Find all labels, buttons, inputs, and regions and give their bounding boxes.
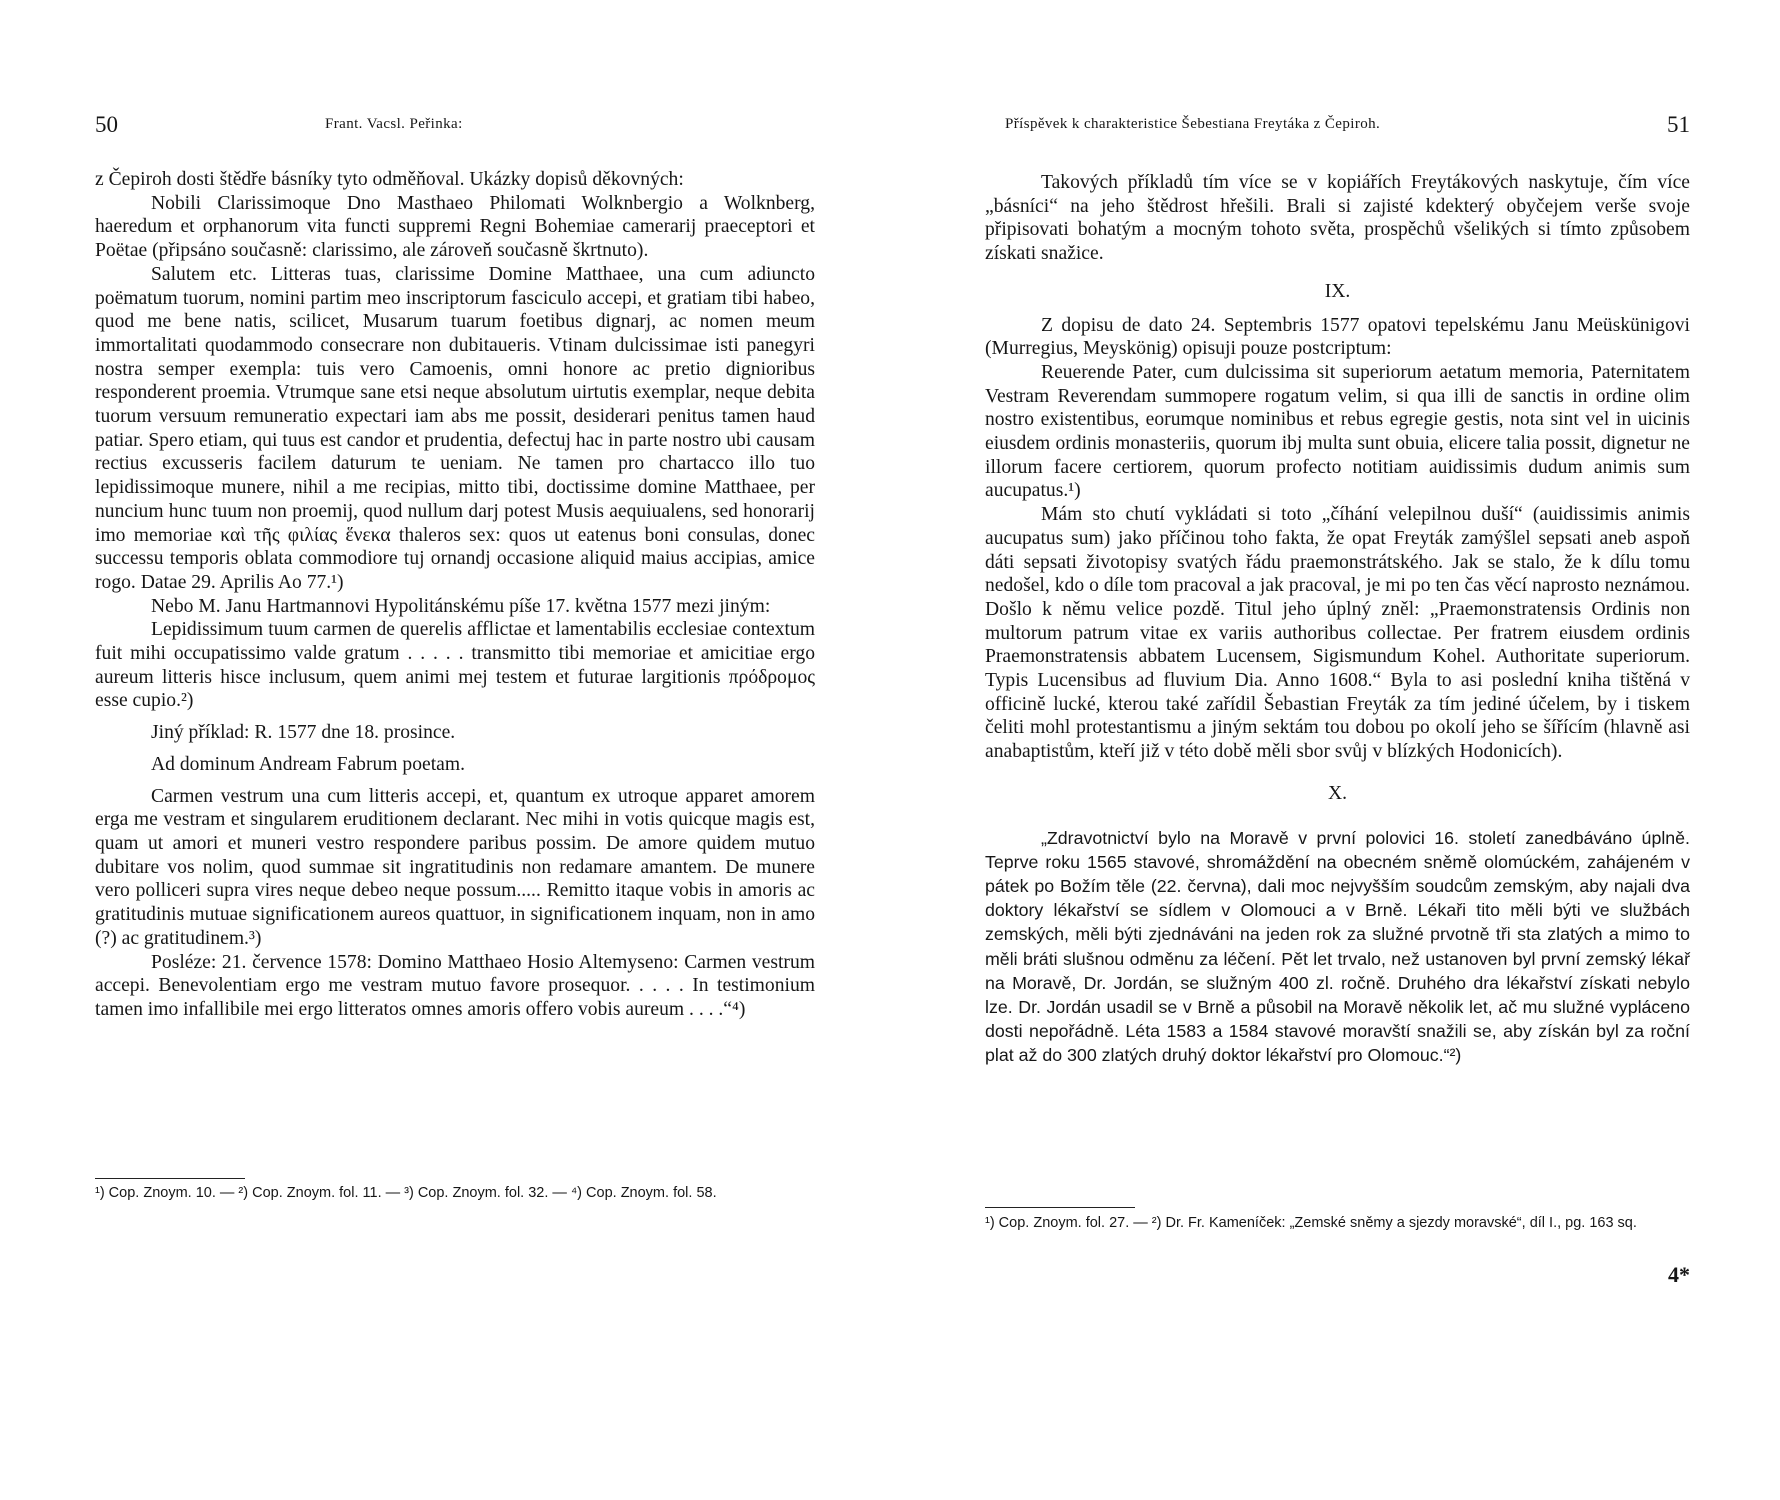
paragraph: Carmen vestrum una cum litteris accepi, et, quantum ex utroque apparet amorem erga me vestram et singularem eruditionem declarant. Nec mihi in votis quicque magis est, quam ut amori et muneri vestro respondere paribus possim. De amore quidem mutuo dubitare vos nolim, quod summae sit ingratitudinis non redamare amantem. De munere vero polliceri supra vires neque debeo neque possum..... Remitto itaque vobis in amoris ac gratitudinis mutuae significationem aureos quattuor, in significationem inquam, non in amo (?) ac gratitudinem.³): [95, 785, 815, 949]
left-page: [95, 0, 815, 1500]
paragraph: Ad dominum Andream Fabrum poetam.: [151, 753, 465, 775]
left-page-header: [95, 112, 815, 142]
left-page-body: [95, 168, 815, 1022]
section-heading: IX.: [1324, 280, 1351, 302]
paragraph: Nebo M. Janu Hartmannovi Hypolitánskému píše 17. května 1577 mezi jiným:: [151, 595, 771, 617]
paragraph: Lepidissimum tuum carmen de querelis afflictae et lamentabilis ecclesiae contextum fuit mihi occupatissimo valde gratum . . . . . transmitto tibi memoriae et amicitiae ergo aureum litteris hisce inclusum, quem animi mej testem et futurae largitionis πρόδρομος esse cupio.²): [95, 619, 815, 712]
footnote-rule: [95, 1178, 245, 1179]
paragraph: Takových příkladů tím více se v kopiářích Freytákových naskytuje, čím více „básníci“ na jeho štědrost hřešili. Brali si zajisté kdekterý obyčejem verše svoje připisovati bohatým a mocným tohoto světa, prospěchů všelikých si tímto způsobem získati snažice.: [985, 172, 1690, 265]
paragraph: Salutem etc. Litteras tuas, clarissime Domine Matthaee, una cum adiuncto poëmatum tuorum, nomini partim meo inscriptorum fasciculo accepi, et gratiam tibi habeo, quod me bene natis, scilicet, Musarum tuarum foetibus dignarj, ac nomen meum immortalitati quodammodo consecrare non dubitaueris. Vtinam dulcissimae isti panegyri nostra semper exempla: tuis vero Camoenis, omni honore ac pretio dignioribus responderent proemia. Vtrumque sane etsi neque absolutum uirtutis exemplar, neque debita tuorum versuum remuneratio expectari iam abs me possit, desiderari penitus tamen haud patiar. Spero etiam, qui tuus est candor et prudentia, defectuj hac in parte nostro ubi causam rectius excusseris facilem daturum te ueniam. Ne tamen pro chartacco illo tuo lepidissimoque munere, nihil a me recipias, mitto tibi, doctissime domine Matthaee, per nuncium hunc tuum non proemij, quod nullum darj potest Musis aequiualens, sed honorarij imo memoriae καὶ τῆς φιλίας ἕνεκα thaleros sex: quos ut eatenus boni consulas, donec successu temporis oblata commodiore tuj ornandj occasione aliquid maius accipias, amice rogo. Datae 29. Aprilis Ao 77.¹): [95, 263, 815, 593]
signature-mark: 4*: [1668, 1262, 1690, 1287]
paragraph: „Zdravotnictví bylo na Moravě v první polovici 16. století zanedbáváno úplně. Teprve roku 1565 stavové, shromáždění na obecném sněmě olomúckém, zahájeném v pátek po Božím těle (22. června), dali moc nejvyšším soudcům zemským, aby najali dva doktory lékařství se sídlem v Olomouci a v Brně. Lékaři tito měli býti ve službách zemských, měli býti zjednáváni na jeden rok za služné prvotně tři sta zlatých a mimo to měli bráti slušnou odměnu za léčení. Pět let trvalo, než ustanoven byl první zemský lékař na Moravě, Dr. Jordán, se služným 400 zl. ročně. Druhého dra lékařství získati nebylo lze. Dr. Jordán usadil se v Brně a působil na Moravě několik let, ač mu služné vypláceno dosti nepořádně. Léta 1583 a 1584 stavové moravští snažili se, aby získán byl za roční plat až do 300 zlatých druhý doktor lékařství pro Olomouc.“²): [985, 827, 1690, 1066]
paragraph: Reuerende Pater, cum dulcissima sit superiorum aetatum memoria, Paternitatem Vestram Reverendam summopere rogatum velim, si qua illi de sanctis in ordine olim nostro existentibus, eorumque nominibus et rebus egregie gestis, nota sint vel in uicinis eiusdem ordinis monasteriis, quorum ibj multa sunt obuia, elicere talia possit, dignetur ne illorum facere certiorem, quorum profecto notitiam auidissimis dudum animis sum aucupatus.¹): [985, 361, 1690, 502]
running-head: Příspěvek k charakteristice Šebestiana Freytáka z Čepiroh.: [1005, 116, 1381, 132]
paragraph: z Čepiroh dosti štědře básníky tyto odměňoval. Ukázky dopisů děkovných:: [95, 169, 684, 190]
footnote-rule: [985, 1207, 1135, 1208]
right-page-body: [985, 171, 1690, 1068]
right-page: [985, 0, 1690, 1500]
right-page-header: [985, 112, 1690, 142]
paragraph: Posléze: 21. července 1578: Domino Matthaeo Hosio Altemyseno: Carmen vestrum accepi. Benevolentiam ergo me vestram mutuo favore prosequor. . . . . In testimonium tamen imo infallibile mei ergo litteratos omnes amoris offero vobis aureum . . . .“⁴): [95, 951, 815, 1020]
paragraph: Z dopisu de dato 24. Septembris 1577 opatovi tepelskému Janu Meüskünigovi (Murregius, Meyskönig) opisuji pouze postcriptum:: [985, 314, 1690, 360]
paragraph: Mám sto chutí vykládati si toto „číhání velepilnou duší“ (auidissimis animis aucupatus sum) jako příčinou toho fakta, že opat Freyták zamýšlel sepsati aneb aspoň dáti sepsati životopisy svatých řádu praemonstrátského. Jak se stalo, že k dílu tomu nedošel, kdo o díle tom pracoval a jak pracoval, je mi po ten čas věcí naprosto neznámou. Došlo k němu velice pozdě. Titul jeho úplný zněl: „Praemonstratensis Ordinis non multorum patrum vitae ex variis authoribus collectae. Per fratrem eiusdem ordinis Praemonstratensis abbatem Lucensem, Sigismundum Kohel. Authoritate superiorum. Typis Lucensibus ad fluvium Dia. Anno 1608.“ Byla to asi poslední kniha tištěná v officině lucké, kterou také zařídil Šebastian Freyták za tím jediné účelem, by i tiskem čeliti mohl protestantismu a jiným sektám tou dobou po okolí jeho se šířícím (hlavně asi anabaptistům, kteří již v této době měli sbor svůj v blízkých Hodonicích).: [985, 504, 1690, 763]
running-head: Frant. Vacsl. Peřinka:: [325, 116, 463, 132]
footnotes: ¹) Cop. Znoym. 10. — ²) Cop. Znoym. fol. 11. — ³) Cop. Znoym. fol. 32. — ⁴) Cop. Znoym. fol. 58.: [95, 1185, 717, 1201]
page-number: 50: [95, 112, 118, 137]
page-number: 51: [1667, 112, 1690, 137]
paragraph: Nobili Clarissimoque Dno Masthaeo Philomati Wolknbergio a Wolknberg, haeredum et orphanorum vita functi suppremi Regni Bohemiae camerarij praeceptori et Poëtae (připsáno současně: clarissimo, ale zároveň současně škrtnuto).: [95, 192, 815, 262]
section-heading: X.: [1327, 782, 1348, 804]
paragraph: Jiný příklad: R. 1577 dne 18. prosince.: [151, 722, 456, 744]
footnotes: ¹) Cop. Znoym. fol. 27. — ²) Dr. Fr. Kameníček: „Zemské sněmy a sjezdy moravské“, díl I., pg. 163 sq.: [985, 1215, 1637, 1231]
